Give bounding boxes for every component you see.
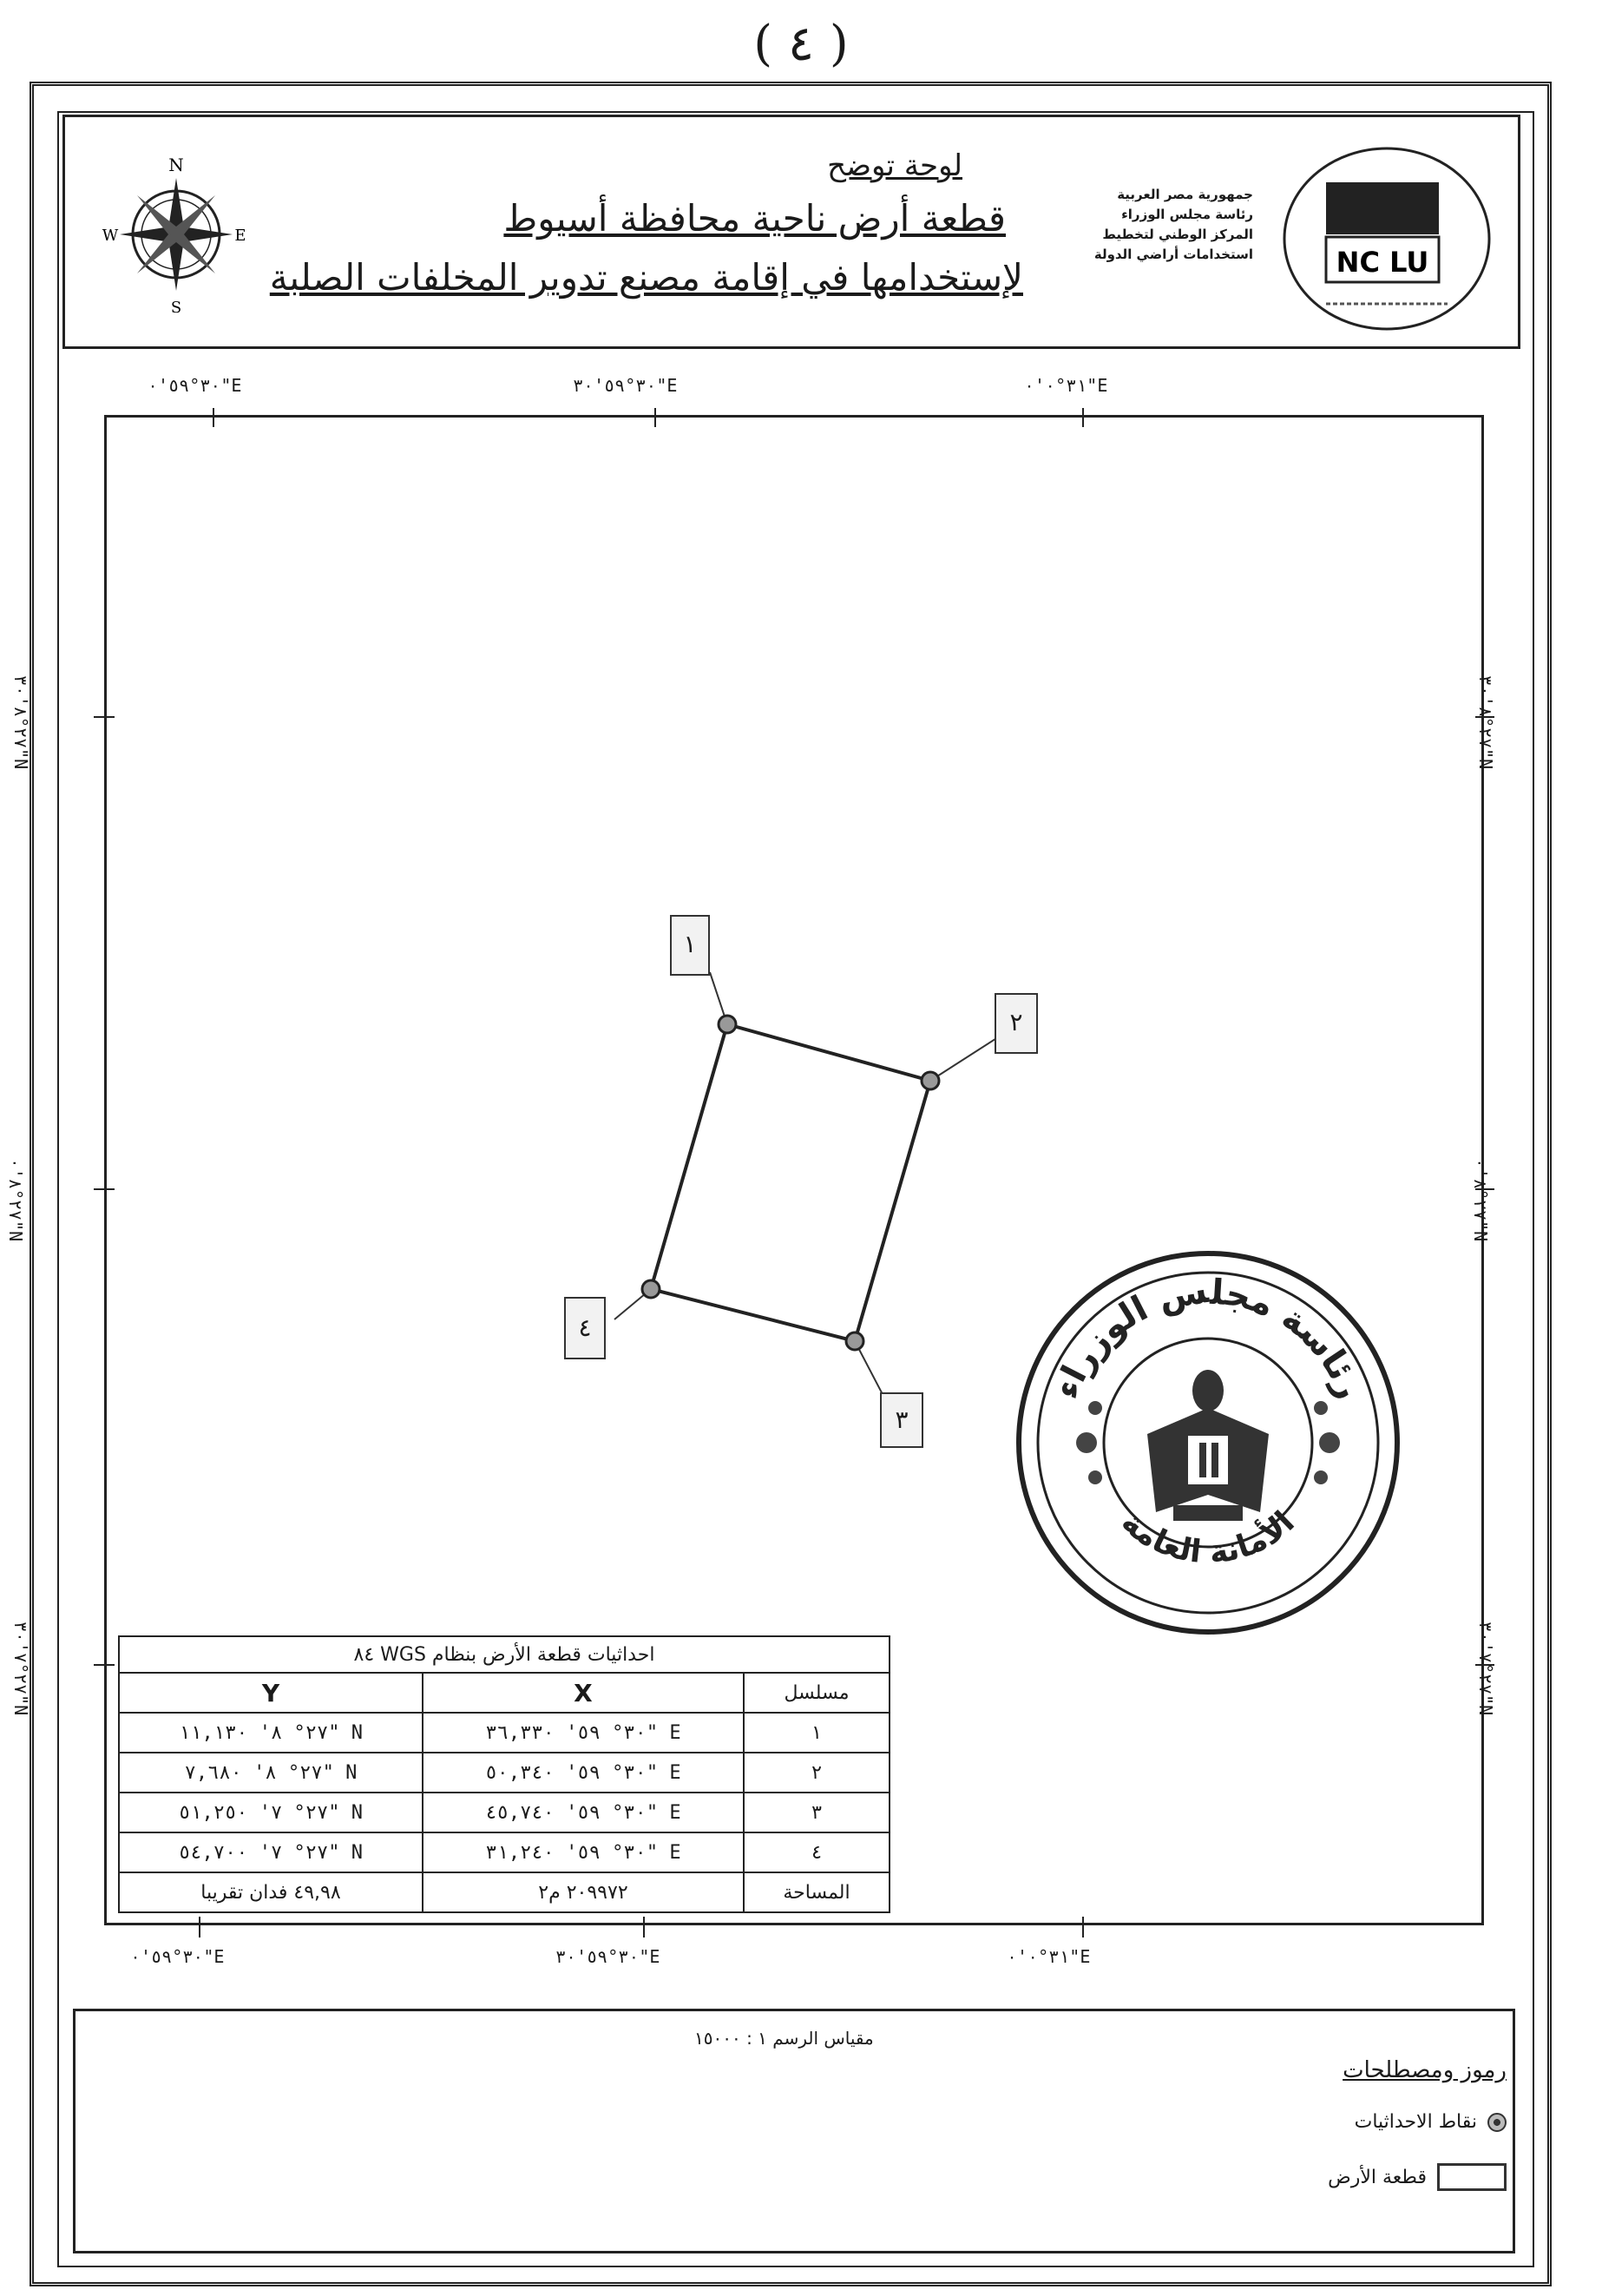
org-line: جمهورية مصر العربية	[1117, 187, 1253, 202]
coordinate-point-icon	[1487, 2113, 1507, 2132]
point-marker	[719, 1016, 736, 1033]
coordinates-table	[118, 1635, 890, 1913]
right-coord-label: ٢٧°٧'٣٠"N	[1475, 1621, 1497, 1716]
compass-n: N	[168, 155, 184, 175]
point-marker	[642, 1280, 660, 1298]
land-parcel-icon	[1437, 2163, 1507, 2191]
legend-land-row	[1328, 2163, 1507, 2191]
legend-points-label: نقاط الاحداثيات	[1354, 2111, 1477, 2133]
area-label: المساحة	[744, 1872, 890, 1912]
table-row	[119, 1793, 890, 1832]
table-row	[119, 1753, 890, 1793]
cell-y: ٢٧° ٧' ٥١,٢٥٠" N	[119, 1793, 423, 1832]
seal-bottom-text: الأمانة العامة	[1114, 1504, 1302, 1571]
header-y: Y	[119, 1673, 423, 1713]
cell-serial: ٣	[744, 1793, 890, 1832]
top-coord-label: ٣٠°٥٩'٠"E	[148, 375, 242, 396]
land-parcel	[651, 1024, 930, 1341]
cell-x: ٣٠° ٥٩' ٣١,٢٤٠" E	[423, 1832, 744, 1872]
page-number: ( ٤ )	[753, 16, 849, 72]
point-label-2: ٢	[995, 993, 1038, 1054]
cell-y: ٢٧° ٨' ٧,٦٨٠" N	[119, 1753, 423, 1793]
cell-x: ٣٠° ٥٩' ٥٠,٣٤٠" E	[423, 1753, 744, 1793]
title-line-2: قطعة أرض ناحية محافظة أسيوط	[503, 197, 1006, 240]
header-x: X	[423, 1673, 744, 1713]
compass-w: W	[102, 227, 119, 245]
title-line-3: لإستخدامها في إقامة مصنع تدوير المخلفات الصلبة	[269, 256, 1023, 299]
logo-text: NC LU	[1336, 246, 1429, 279]
scale-text: مقياس الرسم ١ : ١٥٠٠٠	[694, 2028, 874, 2049]
compass-s: S	[170, 299, 182, 317]
compass-e: E	[234, 227, 246, 245]
bottom-coord-label: ٣٠°٥٩'٣٠"E	[555, 1946, 660, 1967]
seal-top-text: رئاسة مجلس الوزراء	[1046, 1271, 1370, 1405]
title-line-1: لوحة توضح	[827, 148, 962, 183]
bottom-coord-label: ٣١°٠'٠"E	[1007, 1946, 1091, 1967]
cell-x: ٣٠° ٥٩' ٤٥,٧٤٠" E	[423, 1793, 744, 1832]
org-line: المركز الوطني لتخطيط	[1102, 227, 1253, 242]
org-line: رئاسة مجلس الوزراء	[1121, 207, 1253, 222]
point-label-3: ٣	[880, 1392, 923, 1448]
top-coord-label: ٣١°٠'٠"E	[1024, 375, 1108, 396]
area-m2: ٢٠٩٩٧٢ م٢	[423, 1872, 744, 1912]
left-coord-label: ٢٧°٧'٣٠"N	[10, 1621, 32, 1716]
legend-points-row	[1355, 2111, 1507, 2133]
area-row	[119, 1872, 890, 1912]
point-label-1: ١	[670, 915, 710, 976]
table-caption: احداثيات قطعة الأرض بنظام WGS ٨٤	[119, 1636, 890, 1673]
legend-land-label: قطعة الأرض	[1328, 2166, 1427, 2188]
cell-x: ٣٠° ٥٩' ٣٦,٣٣٠" E	[423, 1713, 744, 1753]
cell-serial: ٢	[744, 1753, 890, 1793]
point-label-4: ٤	[564, 1297, 606, 1359]
cell-serial: ٤	[744, 1832, 890, 1872]
right-coord-label: ٢٧°٨'٠"N	[1470, 1157, 1492, 1242]
cell-serial: ١	[744, 1713, 890, 1753]
official-seal	[1000, 1234, 1416, 1651]
cell-y: ٢٧° ٧' ٥٤,٧٠٠" N	[119, 1832, 423, 1872]
point-marker	[846, 1332, 863, 1350]
left-coord-label: ٢٧°٨'٣٠"N	[10, 674, 32, 770]
top-coord-label: ٣٠°٥٩'٣٠"E	[573, 375, 678, 396]
left-coord-label: ٢٧°٨'٠"N	[5, 1157, 27, 1242]
table-row	[119, 1832, 890, 1872]
table-row	[119, 1713, 890, 1753]
cell-y: ٢٧° ٨' ١١,١٣٠" N	[119, 1713, 423, 1753]
legend-title: رموز ومصطلحات	[1343, 2057, 1507, 2083]
header-serial: مسلسل	[744, 1673, 890, 1713]
right-coord-label: ٢٧°٨'٣٠"N	[1475, 674, 1497, 770]
area-feddan: ٤٩,٩٨ فدان تقريبا	[119, 1872, 423, 1912]
bottom-coord-label: ٣٠°٥٩'٠"E	[130, 1946, 225, 1967]
point-marker	[922, 1072, 939, 1089]
org-line: استخدامات أراضي الدولة	[1093, 247, 1253, 262]
